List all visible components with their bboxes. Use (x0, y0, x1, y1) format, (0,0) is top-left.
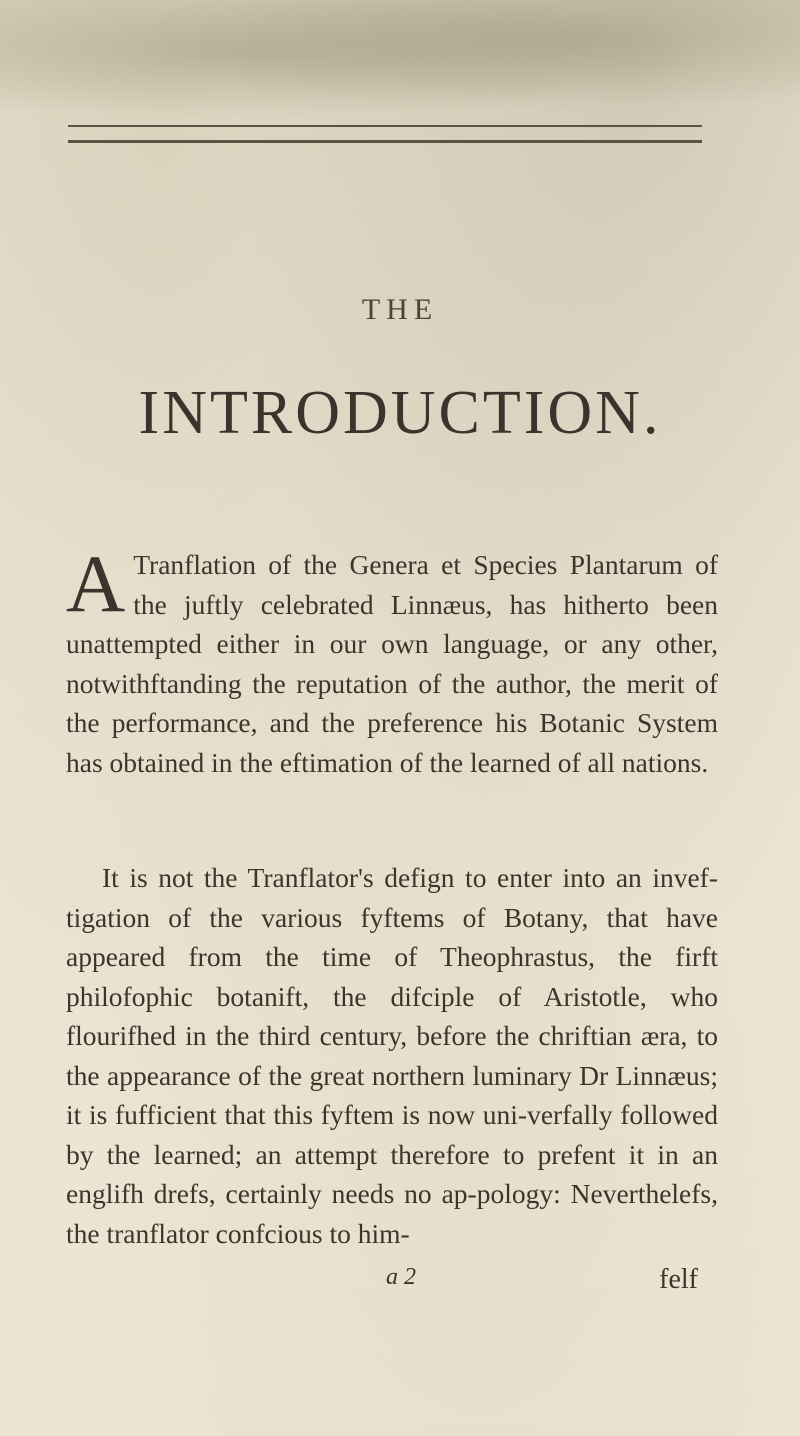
page-footer (66, 1264, 718, 1304)
catchword: felf (659, 1264, 698, 1295)
top-rule-thick (68, 140, 702, 143)
page-stain (0, 0, 800, 130)
paragraph-2-text: It is not the Tranflator's defign to enter into an invef-tigation of the various fyftems of Botany, that have appeared from the time of Theophrastus, the firft philofophic botanift, the difciple of Aristotle, who flourifhed in the third century, before the chriftian æra, to the appearance of the great northern luminary Dr Linnæus; it is fufficient that this fyftem is now uni-verfally followed by the learned; an attempt therefore to prefent it in an englifh drefs, certainly needs no ap-pology: Neverthelefs, the tranflator confcious to him- (66, 862, 718, 1249)
paragraph-1 (66, 538, 718, 782)
top-rule-thin (68, 125, 702, 127)
signature-mark: a 2 (386, 1264, 416, 1290)
heading-the: THE (361, 293, 439, 326)
page-title: INTRODUCTION. (138, 379, 662, 447)
paragraph-1-text: Tranflation of the Genera et Species Plantarum of the juftly celebrated Linnæus, has hitherto been unattempted either in our own language, or any other, notwithftanding the reputation of the author, the merit of the performance, and the preference his Botanic System has obtained in the eftimation of the learned of all nations. (66, 549, 718, 778)
drop-capital: A (66, 538, 126, 629)
paragraph-2 (66, 858, 718, 1253)
